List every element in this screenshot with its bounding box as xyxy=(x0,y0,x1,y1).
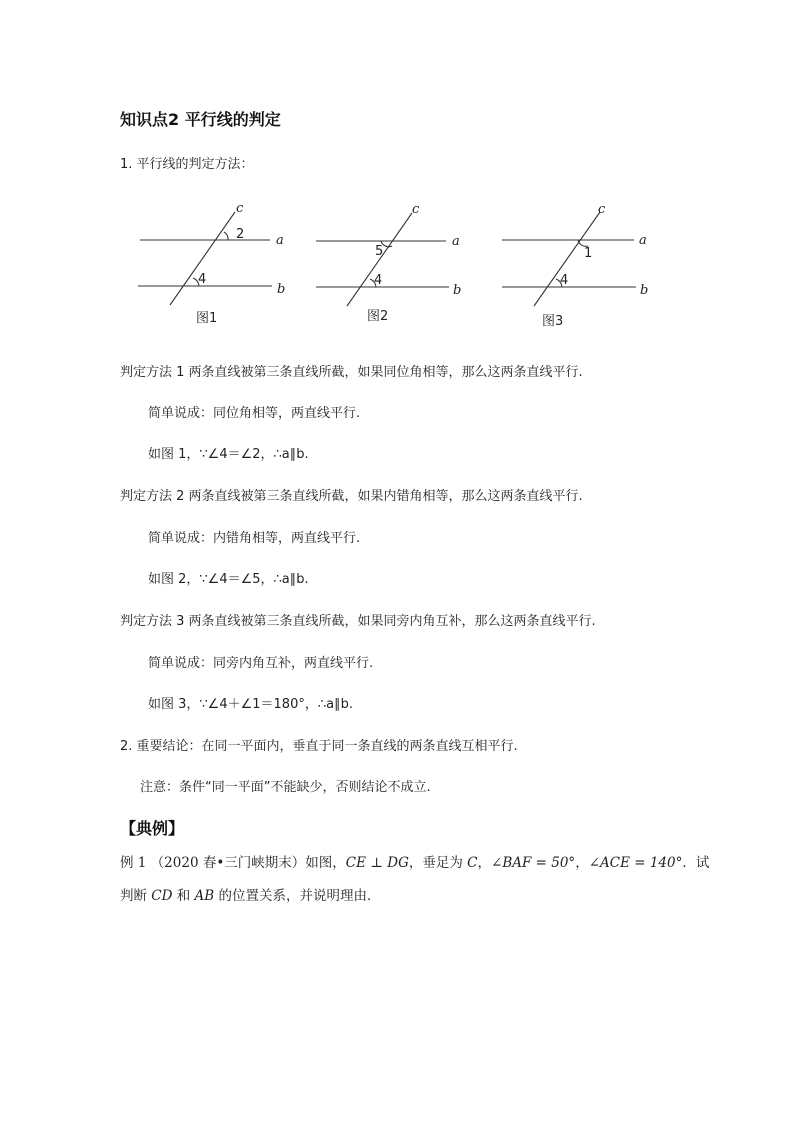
example-text-3: ， xyxy=(575,855,589,871)
example-section-title: 【典例】 xyxy=(120,819,185,838)
method-1-example: 如图 1，∵∠4＝∠2，∴a∥b. xyxy=(148,447,309,462)
fig3-label-b: b xyxy=(640,283,649,298)
fig1-angle-4: 4 xyxy=(198,272,207,287)
fig2-angle-4: 4 xyxy=(374,273,383,288)
fig2-label-c: c xyxy=(412,202,420,217)
method-3-summary: 简单说成：同旁内角互补，两直线平行. xyxy=(148,656,374,671)
fig1-label-a: a xyxy=(276,233,284,248)
fig1-label-b: b xyxy=(277,282,286,297)
math-cd: CD xyxy=(151,888,173,904)
note-text: 注意：条件“同一平面”不能缺少，否则结论不成立. xyxy=(140,780,431,795)
method-3-text: 判定方法 3 两条直线被第三条直线所截，如果同旁内角互补，那么这两条直线平行. xyxy=(120,614,596,629)
item-2-text: 2. 重要结论：在同一平面内，垂直于同一条直线的两条直线互相平行. xyxy=(120,739,518,754)
example-line2-c: 的位置关系，并说明理由． xyxy=(214,888,381,904)
method-2-text: 判定方法 2 两条直线被第三条直线所截，如果内错角相等，那么这两条直线平行. xyxy=(120,489,583,504)
method-1-summary: 简单说成：同位角相等，两直线平行. xyxy=(148,406,361,421)
example-text-4: ．试 xyxy=(682,855,710,871)
figure-2 xyxy=(316,213,449,306)
math-angle-baf: ∠BAF = 50° xyxy=(491,855,576,871)
math-angle-ace: ∠ACE = 140° xyxy=(588,855,683,871)
example-1-line-1 xyxy=(120,851,709,871)
fig3-label-a: a xyxy=(639,233,647,248)
item-1-text: 1. 平行线的判定方法： xyxy=(120,157,254,172)
section-heading: 知识点2 平行线的判定 xyxy=(120,110,281,129)
method-2-summary: 简单说成：内错角相等，两直线平行. xyxy=(148,531,361,546)
fig3-label-c: c xyxy=(598,202,606,217)
math-ab: AB xyxy=(194,888,215,904)
fig3-angle-1: 1 xyxy=(584,246,593,261)
fig1-label-c: c xyxy=(236,201,244,216)
figure-3 xyxy=(502,212,636,306)
fig1-angle-2: 2 xyxy=(236,227,245,242)
fig1-caption: 图1 xyxy=(196,311,218,326)
fig3-caption: 图3 xyxy=(542,314,564,329)
fig2-angle-5: 5 xyxy=(375,244,384,259)
figure-1 xyxy=(138,212,272,305)
method-2-example: 如图 2，∵∠4＝∠5，∴a∥b. xyxy=(148,572,309,587)
example-line2-b: 和 xyxy=(172,888,195,904)
example-1-line-2 xyxy=(120,884,381,904)
fig2-label-b: b xyxy=(453,283,462,298)
math-c: C xyxy=(467,855,478,871)
fig2-label-a: a xyxy=(452,234,460,249)
method-3-example: 如图 3，∵∠4＋∠1＝180°，∴a∥b. xyxy=(148,697,353,712)
method-1-text: 判定方法 1 两条直线被第三条直线所截，如果同位角相等，那么这两条直线平行. xyxy=(120,365,583,380)
example-prefix: 例 1 （2020 春•三门峡期末）如图， xyxy=(120,855,346,871)
example-text-2: ， xyxy=(477,855,492,871)
math-ce-perp-dg: CE ⊥ DG xyxy=(345,855,409,871)
example-line2-a: 判断 xyxy=(120,888,152,904)
fig3-angle-4: 4 xyxy=(560,273,569,288)
example-text-1: ，垂足为 xyxy=(408,855,468,871)
fig2-caption: 图2 xyxy=(367,309,389,324)
